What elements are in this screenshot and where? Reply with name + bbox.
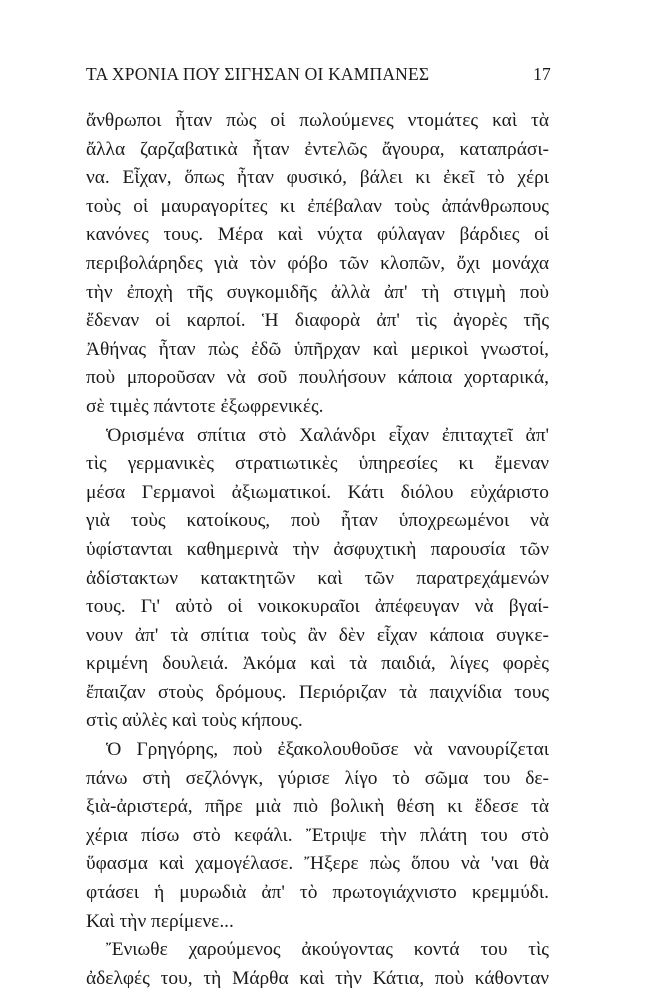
text-line: τὴν ἐποχὴ τῆς συγκομιδῆς ἀλλὰ ἀπ' τὴ στιγμὴ ποὺ	[86, 281, 549, 303]
text-line: περιβολάρηδες γιὰ τὸν φόβο τῶν κλοπῶν, ὄχι μονάχα	[86, 252, 549, 274]
text-line: ποὺ μποροῦσαν νὰ σοῦ πουλήσουν κάποια χορταρικά,	[86, 367, 549, 389]
text-line: τοὺς οἱ μαυραγορίτες κι ἐπέβαλαν τοὺς ἀπάνθρωπους	[86, 195, 549, 217]
paragraph-start: Ὁρισμένα σπίτια στὸ Χαλάνδρι εἶχαν ἐπιταχτεῖ ἀπ'	[106, 424, 549, 446]
paragraph-start: Ὁ Γρηγόρης, ποὺ ἐξακολουθοῦσε νὰ νανουρίζεται	[106, 739, 549, 761]
text-line: Ἀθήνας ἦταν πὼς ἐδῶ ὑπῆρχαν καὶ μερικοὶ γνωστοί,	[86, 338, 549, 360]
text-line: ἔπαιζαν στοὺς δρόμους. Περιόριζαν τὰ παιχνίδια τους	[86, 681, 549, 703]
text-line: κανόνες τους. Μέρα καὶ νύχτα φύλαγαν βάρδιες οἱ	[86, 224, 549, 246]
text-line: νουν ἀπ' τὰ σπίτια τοὺς ἂν δὲν εἶχαν κάποια συγκε-	[86, 624, 549, 646]
running-header	[86, 64, 551, 90]
text-line: τὶς γερμανικὲς στρατιωτικὲς ὑπηρεσίες κι ἔμεναν	[86, 453, 549, 475]
text-line: Καὶ τὴν περίμενε...	[86, 910, 234, 932]
header-title: ΤΑ ΧΡΟΝΙΑ ΠΟΥ ΣΙΓΗΣΑΝ ΟΙ ΚΑΜΠΑΝΕΣ	[86, 64, 430, 84]
text-line: κριμένη δουλειά. Ἀκόμα καὶ τὰ παιδιά, λίγες φορὲς	[86, 653, 549, 675]
text-line: ὕφασμα καὶ χαμογέλασε. Ἤξερε πὼς ὅπου νὰ 'ναι θὰ	[86, 853, 549, 875]
text-line: μέσα Γερμανοὶ ἀξιωματικοί. Κάτι διόλου εὐχάριστο	[86, 481, 549, 503]
text-line: πάνω στὴ σεζλόνγκ, γύρισε λίγο τὸ σῶμα του δε-	[86, 767, 549, 789]
text-line: ἀδίστακτων κατακτητῶν καὶ τῶν παρατρεχάμενών	[86, 567, 549, 589]
text-line: ἀδελφές του, τὴ Μάρθα καὶ τὴν Κάτια, ποὺ κάθονταν	[86, 967, 549, 989]
text-line: χέρια πίσω στὸ κεφάλι. Ἔτριψε τὴν πλάτη του στὸ	[86, 824, 549, 846]
body-text	[86, 107, 549, 993]
text-line: τους. Γι' αὐτὸ οἱ νοικοκυραῖοι ἀπέφευγαν νὰ βγαί-	[86, 596, 549, 618]
text-line: να. Εἶχαν, ὅπως ἦταν φυσικό, βάλει κι ἐκεῖ τὸ χέρι	[86, 167, 549, 189]
text-line: ξιὰ-ἀριστερά, πῆρε μιὰ πιὸ βολικὴ θέση κι ἔδεσε τὰ	[86, 796, 549, 818]
text-line: ὑφίστανται καθημερινὰ τὴν ἀσφυχτικὴ παρουσία τῶν	[86, 538, 549, 560]
page-number: 17	[533, 64, 551, 84]
text-line: φτάσει ἡ μυρωδιὰ ἀπ' τὸ πρωτογιάχνιστο κρεμμύδι.	[86, 882, 549, 904]
text-line: ἔδεναν οἱ καρποί. Ἡ διαφορὰ ἀπ' τὶς ἀγορὲς τῆς	[86, 310, 549, 332]
text-line: ἄνθρωποι ἦταν πὼς οἱ πωλούμενες ντομάτες καὶ τὰ	[86, 110, 549, 131]
text-line: στὶς αὐλὲς καὶ τοὺς κήπους.	[86, 710, 303, 732]
text-line: σὲ τιμὲς πάντοτε ἐξωφρενικές.	[86, 395, 324, 417]
text-line: ἄλλα ζαρζαβατικὰ ἦταν ἐντελῶς ἄγουρα, καταπράσι-	[86, 138, 549, 160]
text-line: γιὰ τοὺς κατοίκους, ποὺ ἦταν ὑποχρεωμένοι νὰ	[86, 510, 549, 532]
paragraph-start: Ἔνιωθε χαρούμενος ἀκούγοντας κοντά του τὶς	[106, 939, 549, 961]
